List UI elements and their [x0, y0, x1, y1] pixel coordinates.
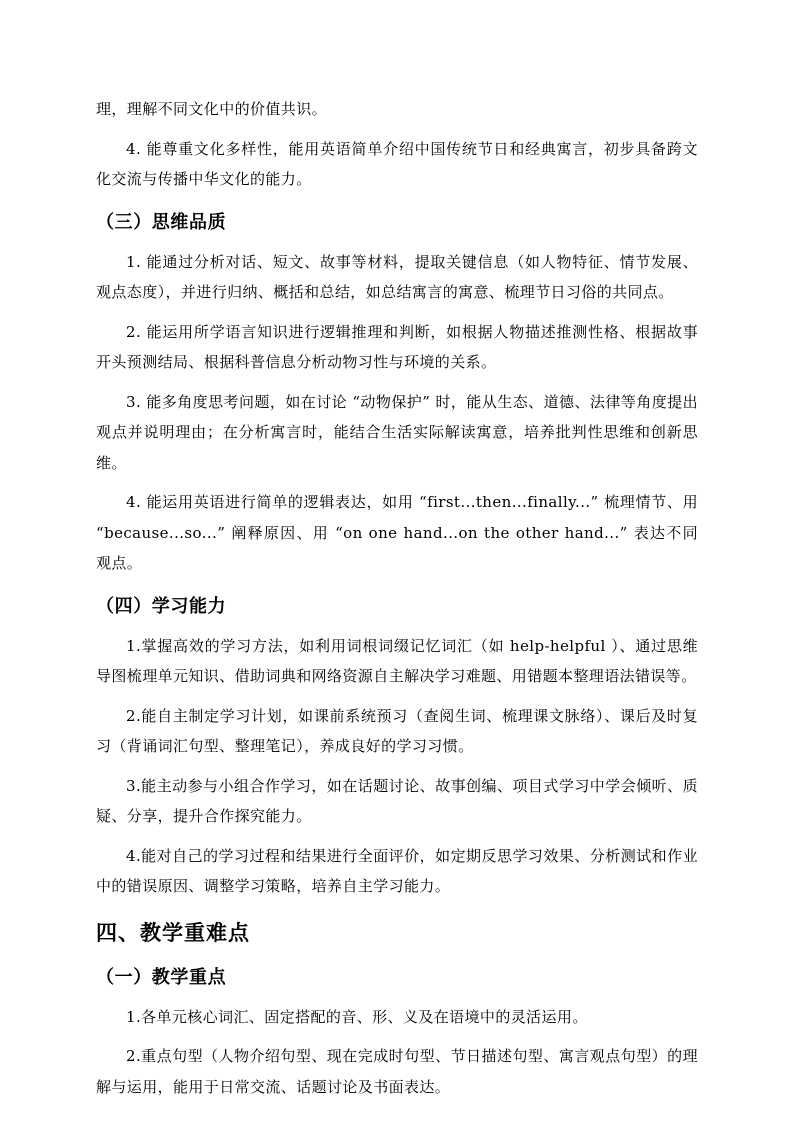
heading-thinking-quality: （三）思维品质	[96, 211, 227, 233]
paragraph-learning-2: 2.能自主制定学习计划，如课前系统预习（查阅生词、梳理课文脉络）、课后及时复习（背诵词汇句型、整理笔记），养成良好的学习习惯。	[96, 706, 698, 755]
paragraph-key-2: 2.重点句型（人物介绍句型、现在完成时句型、节日描述句型、寓言观点句型）的理解与运用，能用于日常交流、话题讨论及书面表达。	[96, 1047, 698, 1096]
paragraph-thinking-4: 4. 能运用英语进行简单的逻辑表达，如用 “first...then...finally...” 梳理情节、用 “because...so...” 阐释原因、用 “on one hand...on the other hand...” 表达不同观点。	[96, 493, 698, 572]
heading-teaching-key-difficult-points: 四、教学重难点	[96, 920, 250, 945]
paragraph-culture-4: 4. 能尊重文化多样性，能用英语简单介绍中国传统节日和经典寓言，初步具备跨文化交流与传播中华文化的能力。	[96, 139, 698, 188]
paragraph-learning-1: 1.掌握高效的学习方法，如利用词根词缀记忆词汇（如 help-helpful ）、通过思维导图梳理单元知识、借助词典和网络资源自主解决学习难题、用错题本整理语法错误等。	[96, 636, 698, 685]
paragraph-learning-3: 3.能主动参与小组合作学习，如在话题讨论、故事创编、项目式学习中学会倾听、质疑、分享，提升合作探究能力。	[96, 776, 698, 825]
paragraph-thinking-3: 3. 能多角度思考问题，如在讨论 “动物保护” 时，能从生态、道德、法律等角度提出观点并说明理由；在分析寓言时，能结合生活实际解读寓意，培养批判性思维和创新思维。	[96, 392, 698, 472]
heading-teaching-key-points: （一）教学重点	[96, 966, 227, 988]
heading-learning-ability: （四）学习能力	[96, 595, 227, 617]
paragraph-thinking-2: 2. 能运用所学语言知识进行逻辑推理和判断，如根据人物描述推测性格、根据故事开头预测结局、根据科普信息分析动物习性与环境的关系。	[96, 322, 698, 371]
document-body	[96, 94, 698, 1111]
paragraph-thinking-1: 1. 能通过分析对话、短文、故事等材料，提取关键信息（如人物特征、情节发展、观点态度），并进行归纳、概括和总结，如总结寓言的寓意、梳理节日习俗的共同点。	[96, 252, 698, 301]
paragraph-continuation: 理，理解不同文化中的价值共识。	[96, 100, 328, 118]
paragraph-learning-4: 4.能对自己的学习过程和结果进行全面评价，如定期反思学习效果、分析测试和作业中的错误原因、调整学习策略，培养自主学习能力。	[96, 846, 698, 895]
paragraph-key-1: 1.各单元核心词汇、固定搭配的音、形、义及在语境中的灵活运用。	[126, 1007, 588, 1026]
